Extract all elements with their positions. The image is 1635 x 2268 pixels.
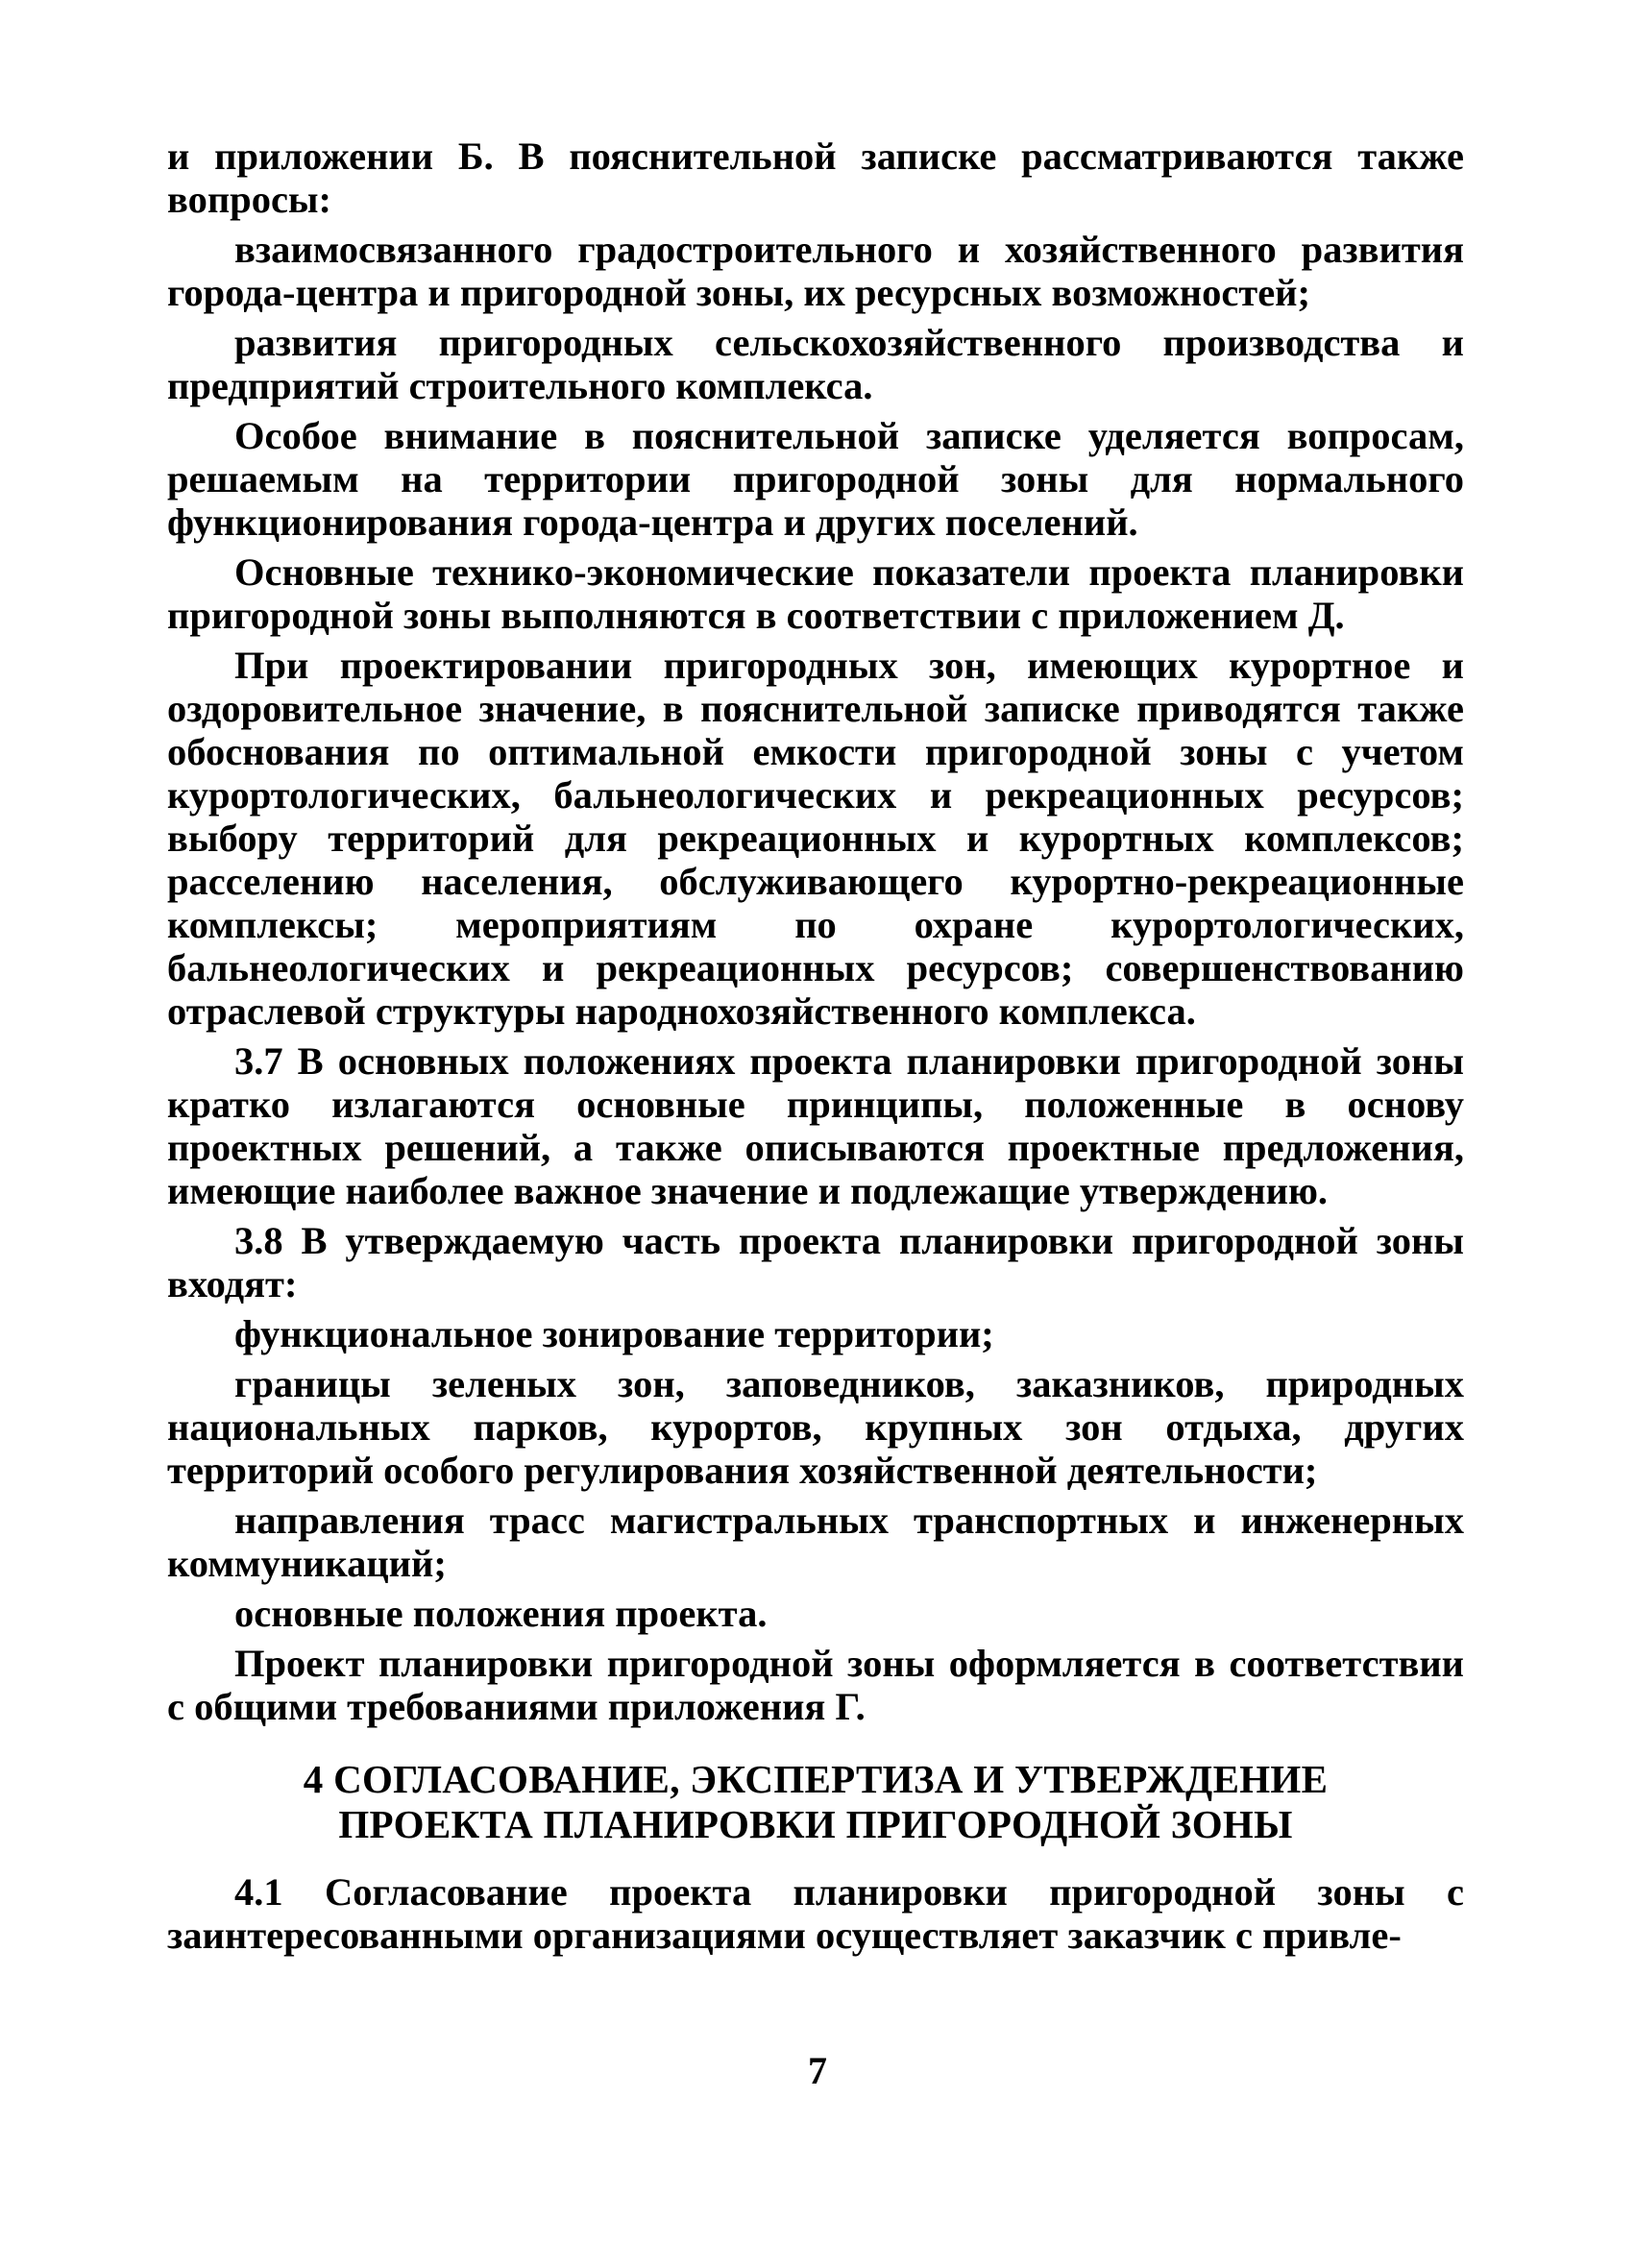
paragraph: развития пригородных сельскохозяйственного производства и предприятий строительного комплекса. [167, 321, 1464, 407]
paragraph: и приложении Б. В пояснительной записке рассматриваются также вопросы: [167, 134, 1464, 221]
page-number: 7 [808, 2049, 827, 2092]
section-heading-line-1: 4 СОГЛАСОВАНИЕ, ЭКСПЕРТИЗА И УТВЕРЖДЕНИЕ [303, 1757, 1329, 1801]
paragraph: 3.8 В утверждаемую часть проекта планировки пригородной зоны входят: [167, 1219, 1464, 1305]
paragraph: основные положения проекта. [234, 1592, 768, 1635]
paragraph: взаимосвязанного градостроительного и хозяйственного развития города-центра и пригородной зоны, их ресурсных возможностей; [167, 228, 1464, 314]
paragraph: Основные технико-экономические показатели проекта планировки пригородной зоны выполняются в соответствии с приложением Д. [167, 550, 1464, 637]
paragraph: 3.7 В основных положениях проекта планировки пригородной зоны кратко излагаются основные принципы, положенные в основу проектных решений, а также описываются проектные предложения, имеющие наиболее важное значение и подлежащие утверждению. [167, 1039, 1464, 1212]
section-heading [167, 1757, 1464, 1847]
paragraph: направления трасс магистральных транспортных и инженерных коммуникаций; [167, 1499, 1464, 1585]
paragraph: функциональное зонирование территории; [234, 1312, 994, 1355]
paragraph-4-1: 4.1 Согласование проекта планировки пригородной зоны с заинтересованными организациями осуществляет заказчик с привле- [167, 1870, 1464, 1957]
paragraph: Проект планировки пригородной зоны оформляется в соответствии с общими требованиями приложения Г. [167, 1642, 1464, 1728]
paragraph-list [167, 134, 1464, 1728]
paragraph: При проектировании пригородных зон, имеющих курортное и оздоровительное значение, в пояснительной записке приводятся также обоснования по оптимальной емкости пригородной зоны с учетом курортологических, бальнеологических и рекреационных ресурсов; выбору территорий для рекреационных и курортных комплексов; расселению населения, обслуживающего курортно-рекреационные комплексы; мероприятиям по охране курортологических, бальнеологических и рекреационных ресурсов; совершенствованию отраслевой структуры народнохозяйственного комплекса. [167, 644, 1464, 1033]
paragraph: границы зеленых зон, заповедников, заказников, природных национальных парков, курортов, крупных зон отдыха, других территорий особого регулирования хозяйственной деятельности; [167, 1362, 1464, 1492]
section-heading-line-2: ПРОЕКТА ПЛАНИРОВКИ ПРИГОРОДНОЙ ЗОНЫ [338, 1802, 1293, 1846]
body-text [167, 134, 1464, 1963]
paragraph: Особое внимание в пояснительной записке уделяется вопросам, решаемым на территории пригородной зоны для нормального функционирования города-центра и других поселений. [167, 414, 1464, 544]
